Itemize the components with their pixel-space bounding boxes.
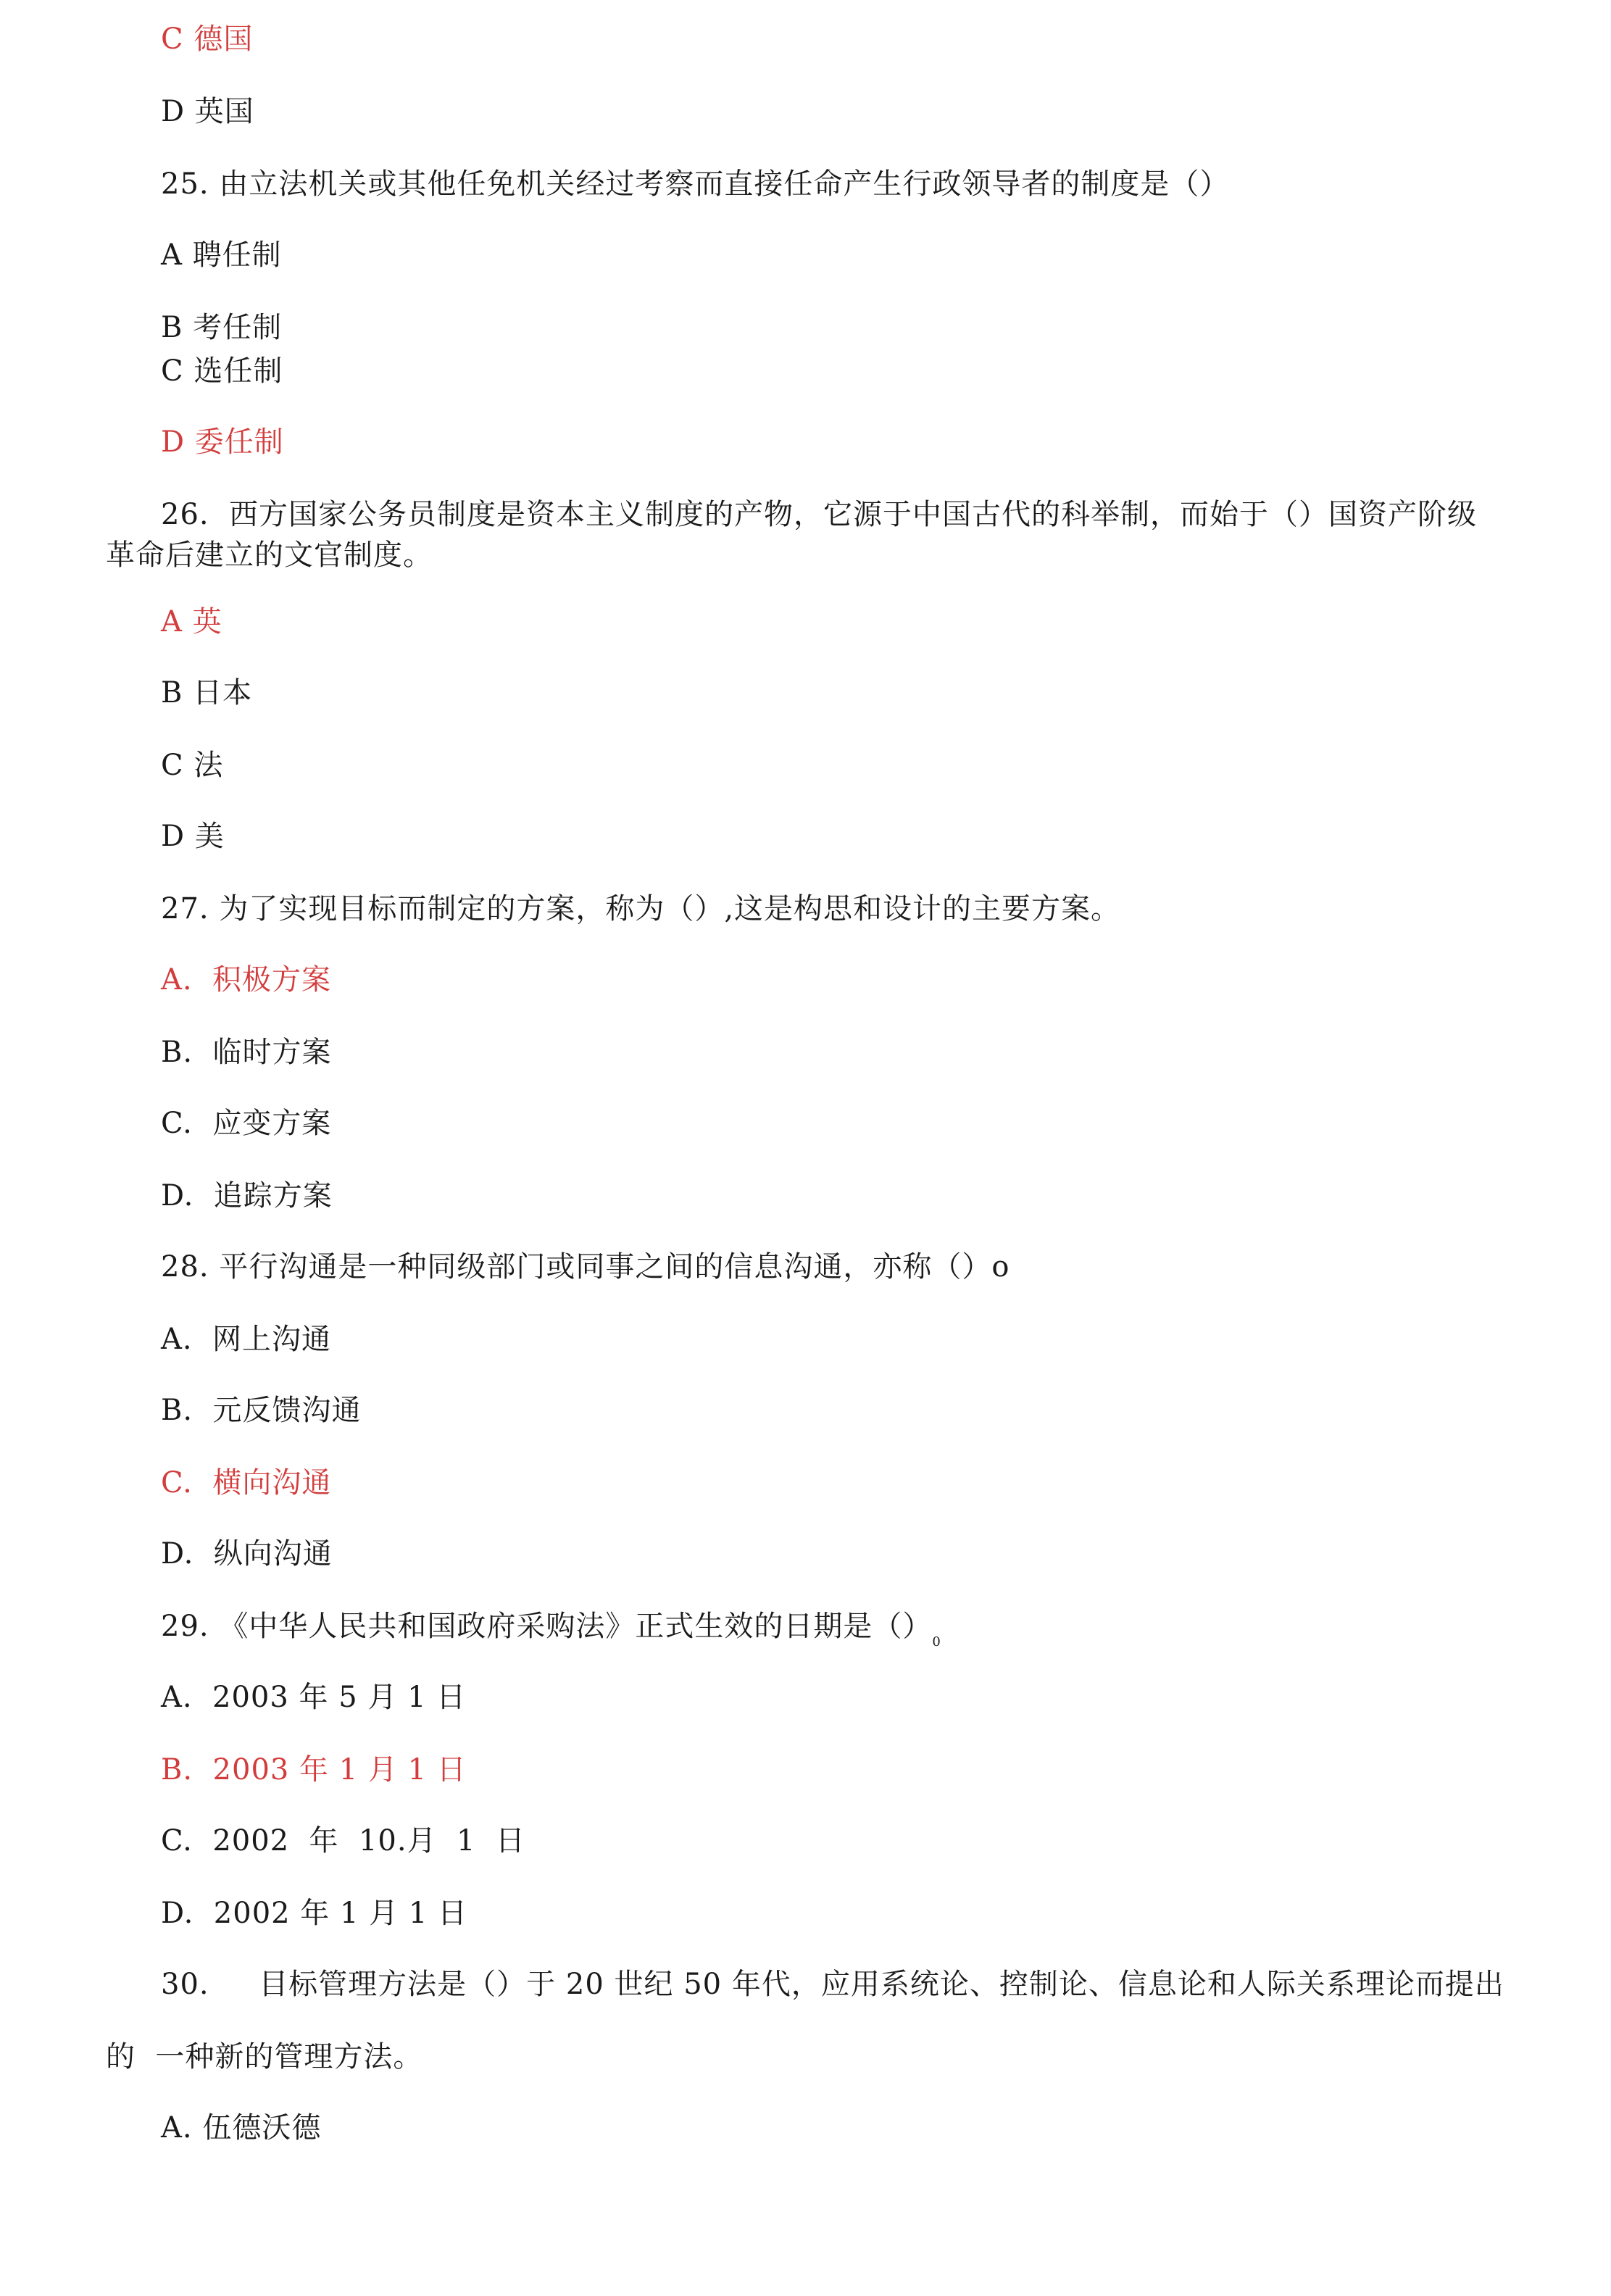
question-25-stem: 25. 由立法机关或其他任免机关经过考察而直接任命产生行政领导者的制度是（） xyxy=(161,167,1230,201)
question-26-option-c: C 法 xyxy=(161,749,224,782)
question-29-stem-mark: 0 xyxy=(932,1634,941,1650)
question-27-stem: 27. 为了实现目标而制定的方案，称为（）,这是构思和设计的主要方案。 xyxy=(161,892,1121,926)
question-25-option-d: D 委任制 xyxy=(161,425,284,459)
question-30-stem-line2: 的 一种新的管理方法。 xyxy=(106,2040,423,2074)
question-27-option-d: D. 追踪方案 xyxy=(161,1179,333,1213)
question-27-option-b: B. 临时方案 xyxy=(161,1036,332,1069)
question-25-option-c: C 选任制 xyxy=(161,354,283,388)
question-26-option-d: D 美 xyxy=(161,820,225,853)
question-28-option-c: C. 横向沟通 xyxy=(161,1466,332,1500)
question-29-option-c: C. 2002 年 10.月 1 日 xyxy=(161,1824,525,1858)
question-28-option-b: B. 元反馈沟通 xyxy=(161,1394,362,1427)
question-27-option-a-text: A. 积极方案 xyxy=(161,963,332,997)
question-29-option-a: A. 2003 年 5 月 1 日 xyxy=(161,1681,467,1714)
question-26-stem-line2: 革命后建立的文官制度。 xyxy=(106,538,433,572)
question-25-option-a: A 聘任制 xyxy=(161,238,282,272)
question-30-option-a: A. 伍德沃德 xyxy=(161,2111,322,2145)
question-30-stem-line1: 30. 目标管理方法是（）于 20 世纪 50 年代，应用系统论、控制论、信息论和人际关系理论而提出 xyxy=(161,1968,1504,2001)
question-27-option-a xyxy=(161,960,331,1000)
prev-option-d: D 英国 xyxy=(161,95,254,128)
question-26-stem-line1: 26. 西方国家公务员制度是资本主义制度的产物，它源于中国古代的科举制，而始于（）国资产阶级 xyxy=(161,498,1478,531)
prev-option-c: C 德国 xyxy=(161,22,254,56)
question-29-option-d: D. 2002 年 1 月 1 日 xyxy=(161,1897,468,1930)
question-27-option-c: C. 应变方案 xyxy=(161,1107,332,1140)
question-25-option-b: B 考任制 xyxy=(161,311,283,344)
question-29-option-b: B. 2003 年 1 月 1 日 xyxy=(161,1753,467,1787)
question-26-option-b: B 日本 xyxy=(161,676,253,710)
question-28-option-a: A. 网上沟通 xyxy=(161,1323,332,1356)
question-28-stem: 28. 平行沟通是一种同级部门或同事之间的信息沟通，亦称（）o xyxy=(161,1250,1010,1284)
question-29-stem xyxy=(161,1606,941,1663)
question-26-option-a: A 英 xyxy=(161,605,222,639)
question-28-option-d: D. 纵向沟通 xyxy=(161,1537,333,1571)
question-29-stem-text: 29. 《中华人民共和国政府采购法》正式生效的日期是（） xyxy=(161,1610,933,1643)
